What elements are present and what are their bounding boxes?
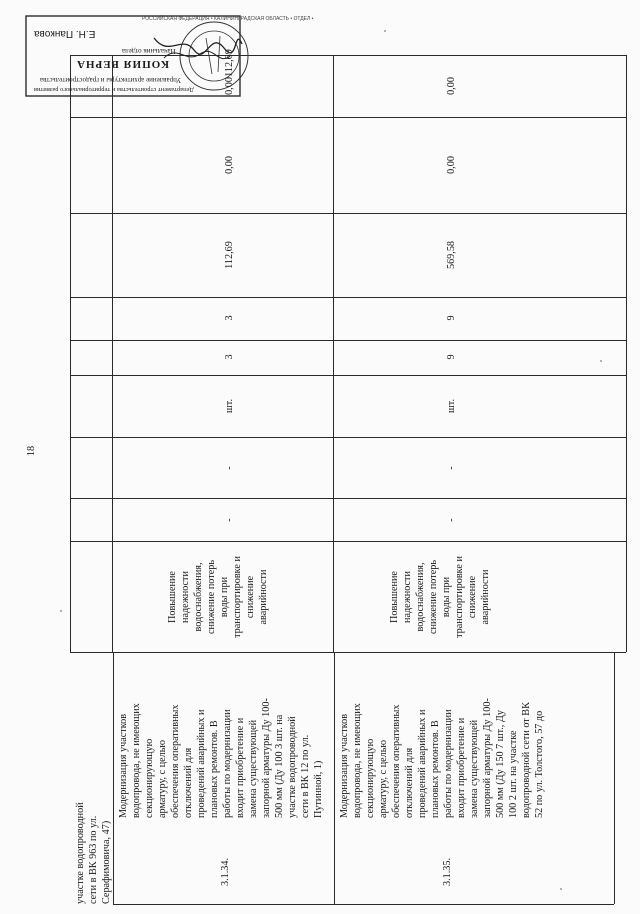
row-purpose-line: воды при [440, 576, 452, 618]
prev-row-cost: 112,69 [223, 49, 235, 77]
row-description-line: работы по модернизации [222, 709, 233, 818]
row-description-line: секционирующую [365, 738, 376, 818]
row-description-line: входит приобретение и [456, 717, 467, 818]
stamp-org-line: Управление архитектуры и градостроительства [40, 76, 182, 84]
table-border [614, 652, 615, 904]
row-purpose-line: воды при [218, 576, 230, 618]
scan-speck [60, 610, 62, 612]
row-description-line: отключений для [404, 747, 415, 818]
row-cost: 569,58 [445, 240, 457, 270]
table-border [113, 652, 114, 904]
row-col3: - [445, 518, 457, 522]
stamp-signer-name: Е.Н. Панкова [34, 28, 96, 39]
seal-text: РОССИЙСКАЯ ФЕДЕРАЦИЯ • КАЛИНИНГРАДСКАЯ ОБЛАСТЬ • ОТДЕЛ • [142, 16, 314, 22]
row-value: 0,00 [223, 77, 235, 95]
row-purpose-line: аварийности [479, 569, 491, 625]
row-description-line: арматуру, с целью [378, 739, 389, 818]
row-description-line: проведений аварийных и [417, 709, 428, 818]
row-purpose-line: Повышение [166, 571, 178, 623]
table-border [70, 652, 626, 653]
stamp-title: КОПИЯ ВЕРНА [76, 58, 169, 70]
row-description-line: сети в ВК 12 по ул. [300, 734, 311, 818]
table-border [70, 498, 626, 499]
row-cost: 112,69 [223, 241, 235, 269]
row-value: 0,00 [223, 156, 235, 174]
row-col3: - [223, 518, 235, 522]
prev-row-line: Серафимовича, 47) [101, 820, 112, 904]
row-purpose-line: снижение [244, 575, 256, 619]
table-border [112, 55, 113, 652]
row-description-line: водопровода, не имеющих [352, 703, 363, 818]
row-col4: - [445, 466, 457, 470]
row-description-line: 100 2 шт. на участке [508, 730, 519, 818]
row-purpose-line: снижение [466, 575, 478, 619]
table-border [70, 117, 626, 118]
row-description-line: плановых ремонтов. В [209, 720, 220, 818]
row-value: 0,00 [445, 77, 457, 95]
certification-stamp [24, 14, 314, 98]
row-purpose-line: водоснабжения, [414, 562, 426, 632]
scan-speck [384, 30, 386, 32]
row-description-line: 500 мм (Ду 100 3 шт. на [274, 714, 285, 818]
row-description-line: участке водопроводной [287, 716, 298, 818]
row-description-line: плановых ремонтов. В [430, 720, 441, 818]
row-qty: 3 [223, 354, 235, 360]
row-col4: - [223, 466, 235, 470]
row-description-line: обеспечения оперативных [391, 704, 402, 818]
row-description-line: замена существующей [248, 719, 259, 818]
table-border [70, 437, 626, 438]
row-purpose-line: Повышение [388, 571, 400, 623]
row-description-line: запорной арматуры Ду 100- [482, 698, 493, 818]
row-description-line: арматуру, с целью [157, 739, 168, 818]
row-purpose-line: снижение потерь [205, 560, 217, 634]
row-description-line: 500 мм (Ду 150 7 шт., Ду [495, 710, 506, 818]
table-border-bottom [113, 904, 614, 905]
row-description-line: секционирующую [144, 738, 155, 818]
row-number: 3.1.35. [441, 857, 453, 887]
round-seal-graphic [134, 18, 254, 94]
row-description-line: проведений аварийных и [196, 709, 207, 818]
table-border [70, 375, 626, 376]
row-description-line: работы по модернизации [443, 709, 454, 818]
row-description-line: замена существующей [469, 719, 480, 818]
table-border-left [70, 55, 71, 652]
row-number: 3.1.34. [219, 857, 231, 887]
row-description-line: Путинной, 1) [313, 760, 324, 818]
row-unit: шт. [445, 398, 457, 414]
row-purpose-line: водоснабжения, [192, 562, 204, 632]
row-value: 0,00 [445, 156, 457, 174]
row-purpose-line: аварийности [257, 569, 269, 625]
stamp-position: Начальник отдела [122, 47, 176, 55]
row-description-line: Модернизация участков [118, 713, 129, 818]
table-border [70, 652, 113, 653]
scan-speck [600, 360, 602, 362]
prev-row-line: сети в ВК 963 по ул. [88, 815, 99, 904]
row-description-line: отключений для [183, 747, 194, 818]
row-purpose-line: надежности [401, 571, 413, 623]
table-border [70, 340, 626, 341]
table-border [70, 213, 626, 214]
table-border [70, 541, 626, 542]
scan-speck [560, 888, 562, 890]
row-qty: 9 [445, 354, 457, 360]
row-qty: 3 [223, 315, 235, 321]
prev-row-line: участке водопроводной [75, 802, 86, 904]
row-description-line: входит приобретение и [235, 717, 246, 818]
row-description-line: водопроводной сети от ВК [521, 702, 532, 818]
row-description-line: 52 по ул. Толстого, 57 до [534, 710, 545, 818]
table-border [333, 55, 334, 652]
table-border [334, 652, 335, 904]
row-purpose-line: надежности [179, 571, 191, 623]
row-description-line: водопровода, не имеющих [131, 703, 142, 818]
row-description-line: обеспечения оперативных [170, 704, 181, 818]
row-description-line: Модернизация участков [339, 713, 350, 818]
row-qty: 9 [445, 315, 457, 321]
table-border [70, 297, 626, 298]
row-purpose-line: снижение потерь [427, 560, 439, 634]
table-border-right [626, 55, 627, 652]
row-unit: шт. [223, 398, 235, 414]
row-purpose-line: транспортировке и [453, 556, 465, 638]
row-description-line: запорной арматуры Ду 100- [261, 698, 272, 818]
page-number: 18 [25, 445, 37, 457]
stamp-org-line: Департамент строительства и территориального развития [34, 86, 194, 93]
row-purpose-line: транспортировке и [231, 556, 243, 638]
